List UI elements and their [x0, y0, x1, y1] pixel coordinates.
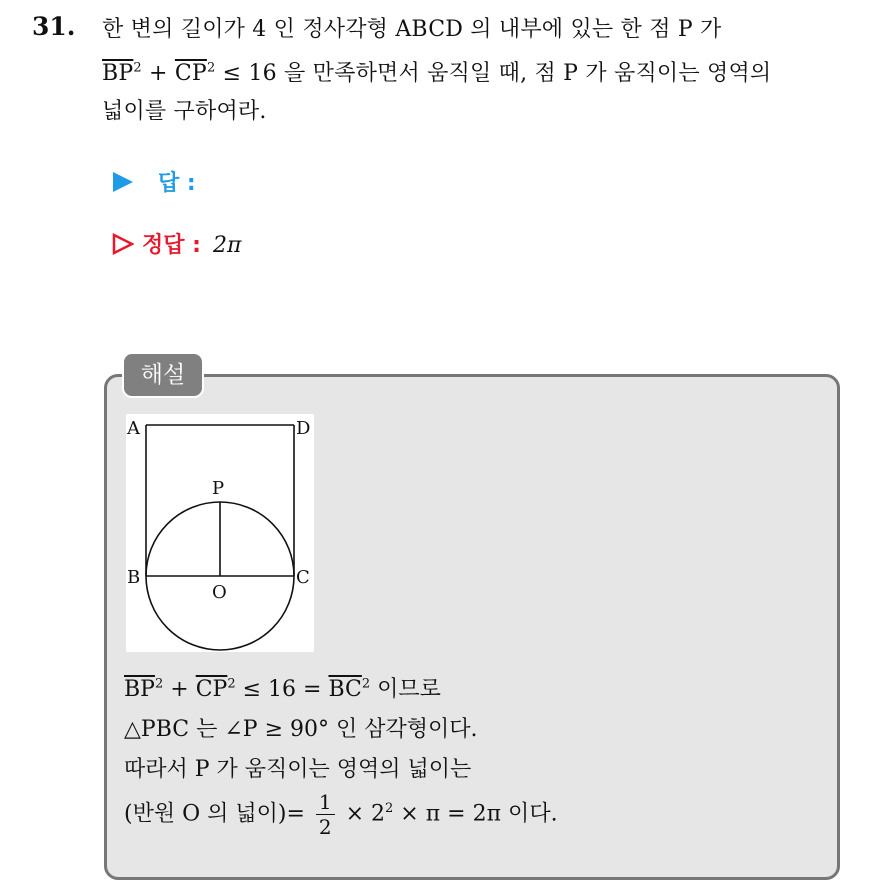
answer-label: 답 :	[158, 171, 196, 196]
question-line-1: 한 변의 길이가 4 인 정사각형 ABCD 의 내부에 있는 한 점 P 가	[102, 17, 722, 42]
solution-tag: 해설	[122, 352, 204, 398]
answer-row	[112, 166, 196, 197]
question-line-2: $\overline{BP}^2 + \overline{CP}^2 \le 16$ 을 만족하면서 움직일 때, 점 P 가 움직이는 영역의	[102, 60, 772, 86]
correct-answer-row	[112, 228, 241, 259]
fraction-one-half: $\frac{1}{2}$	[316, 790, 335, 839]
geometry-figure	[126, 414, 314, 652]
label-d: D	[296, 418, 311, 439]
solution-line-1: $\overline{BP}^2 + \overline{CP}^2 \le 16 = \overline{BC}^2$ 이므로	[124, 676, 441, 702]
label-p: P	[212, 478, 225, 499]
solution-line-3: 따라서 P 가 움직이는 영역의 넓이는	[124, 757, 472, 782]
label-o: O	[212, 582, 227, 603]
solution-line-4: (반원 O 의 넓이)= $\frac{1}{2}$ × $2^2 \times \pi = 2\pi$ 이다.	[124, 790, 558, 839]
square-circle-diagram	[126, 414, 314, 652]
label-a: A	[127, 418, 140, 439]
label-b: B	[127, 567, 141, 588]
solution-line-2: △PBC 는 ∠P ≥ 90° 인 삼각형이다.	[124, 717, 478, 742]
question-line-3: 넓이를 구하여라.	[102, 99, 267, 124]
label-c: C	[296, 567, 310, 588]
segment-bp: $\overline{BP}$	[102, 61, 134, 86]
correct-answer-label: 정답 :	[142, 233, 201, 258]
outline-triangle-icon	[112, 233, 134, 255]
segment-cp: $\overline{CP}$	[174, 61, 207, 86]
question-number: 31.	[32, 12, 76, 41]
correct-answer-value: 2π	[212, 233, 242, 258]
play-triangle-icon	[112, 171, 134, 193]
